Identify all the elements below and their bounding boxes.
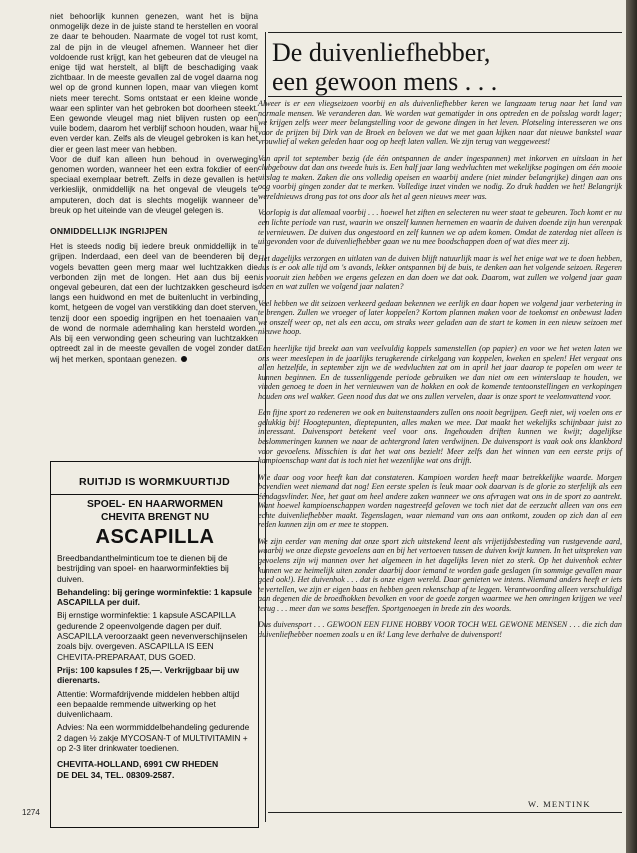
article-paragraph: Dus duivensport . . . GEWOON EEN FIJNE HOBBY VOOR TOCH WEL GEWONE MENSEN . . . die zich dan duivenliefhebber noemen zoals u en ik! Lang leve derhalve de duivensport! — [258, 620, 622, 639]
paragraph: niet behoorlijk kunnen genezen, want het is bijna onmogelijk deze in de juiste stand te herstellen en vooral ze daar te behouden. Naarmate de vogel tot rust komt, zal de pijn in de vleugel afnemen. Wanneer het dier voldoende rust krijgt, kan het gebeuren dat de vleugel na enige tijd wat herstelt, al blijft de beschadiging vaak zichtbaar. In de meeste gevallen zal de vogel daarna nog wel op de grond kunnen lopen, maar van vliegen komt niets meer terecht. Soms ontstaat er een kleine wonde waar een splinter van het gebroken bot doorheen steekt. Een gewonde vleugel mag niet blijven rusten op een vuile bodem, daarom het verblijf schoon houden, waar hij even verder kan. Zelfs als de vleugel gebroken is kan het dier er geen last meer van hebben. — [50, 12, 258, 154]
article-title — [272, 38, 622, 96]
ad-paragraph: Behandeling: bij geringe worminfektie: 1 kapsule ASCAPILLA per duif. — [57, 586, 252, 608]
article-body — [258, 99, 622, 646]
left-column-text — [50, 12, 258, 365]
paragraph-text: Het is steeds nodig bij iedere breuk onmiddellijk in te grijpen. Inderdaad, een deel van de beenderen bij de vogels bevatten geen merg maar wel luchtzakken die verbonden zijn met de longen. Het aan dus bij een ongeval gebeuren, dat een der luchtzakken gescheurd is langs een huidwond en met de buitenlucht in verbinding komt, hetgeen de vogel van verstikking dan doet sterven, tenzij door een spoedig ingrijpen en het toenaaien van de wond de normale ademhaling kan hersteld worden. Als bij een verwonding geen scheuring van luchtzakken optreedt zal in de meeste gevallen de vogel zonder dat wij het merken, spontaan genezen. — [50, 242, 258, 364]
article-paragraph: Een fijne sport zo redeneren we ook en buitenstaanders zullen ons nooit begrijpen. Geeft niet, wij voelen ons er gelukkig bij! Hoogtepunten, dieptepunten, alles maken we mee. Dat maakt het wekelijks schijnbaar juist zo interessant. Duivensport betekent veel voor ons. Ingehouden driften kunnen we kwijt; dagelijkse beslommeringen kunnen we naar de achtergrond laten verdwijnen. De duivensport is vaak ook ons klankbord voor gevoelens. Misschien is dat het wat ons bezielt! Meer zelfs dan het winnen van een eerste prijs of kampioenschap want dat is toch niet het wezenlijke wat ons drijft. — [258, 408, 622, 466]
article-paragraph: Wie daar oog voor heeft kan dat constateren. Kampioen worden heeft maar betrekkelijke waarde. Morgen bovendien weet niemand dat nog! Een eerste spelen is leuk maar ook daarvan is de glorie zo sterfelijk als een ééndagsvlinder. Nee, het gaat om heel andere zaken wanneer we ons afvragen wat ons in de sport zo aantrekt. Want hoewel kampioenschappen worden nagestreefd geloven we toch niet dat de eerzucht alleen van ons een echte duivenliefhebber maakt. Tegenslagen, waar niemand van ons aan ontkomt, zouden op zich dan al een reden kunnen zijn om er mee te stoppen. — [258, 472, 622, 530]
page-edge-shadow — [626, 0, 637, 853]
ad-paragraph: Bij ernstige worminfektie: 1 kapsule ASCAPILLA gedurende 2 opeenvolgende dagen per duif. ASCAPILLA veroorzaakt geen nevenverschijnselen zoals bijv. overgeven. ASCAPILLA IS EEN CHEVITA-PREPARAAT, DUS GOED. — [57, 610, 248, 662]
ad-subtitle: CHEVITA BRENGT NU — [100, 511, 210, 523]
ad-paragraph: Breedbandanthelminticum toe te dienen bij de bestrijding van spoel- en haarworminfekties bij duiven. — [57, 553, 229, 584]
ad-address — [57, 759, 253, 781]
article-paragraph: Van april tot september bezig (de één ontspannen de ander ingespannen) met inkorven en uitslaan in het clubgebouw dat dan ons tweede huis is. Een half jaar lang wedvluchten met wekelijkse pogingen om één mooie uitslag te maken. Zaken die ons volledig opeisen en waarbij andere (niet minder belangrijke) dingen aan ons oog voorbij gingen zonder dat te merken. Volledige inzet vinden we nodig. Zo druk hadden we het! Belangrijk wereldnieuws drong pas tot ons door als het al geen nieuws meer was. — [258, 153, 622, 201]
title-rule — [268, 96, 622, 97]
article-title-line: De duivenliefhebber, — [272, 38, 491, 67]
article-paragraph: Alweer is er een vliegseizoen voorbij en als duivenliefhebber keren we langzaam terug naar het land van normale mensen. We veranderen dan. We worden wat gematigder in ons optreden en de polsslag wordt lager; we krijgen zelfs weer meer belangstelling voor de gewone dingen in het leven. Plotseling interesseren we ons voor de prijzen bij Dirk van de Broek en beloven we dat we met gaan kijken naar dat nieuwe bankstel waar vrouwlief al weken geleden haar oog op heeft laten vallen. We zijn terug van weggeweest! — [258, 99, 622, 147]
ad-address-line: DE DEL 34, TEL. 08309-2587. — [57, 770, 175, 781]
paragraph: Voor de duif kan alleen hun behoud in overweging genomen worden, wanneer het een extra fokdier of een speciaal exemplaar betreft. Zelfs in deze gevallen is het verkieslijk, onmiddellijk na het ongeval de vleugels te amputeren, doch dat is slechts mogelijk wanneer de breuk op het uiteinde van de vleugel gelegen is. — [50, 154, 258, 215]
ad-subtitle: SPOEL- EN HAARWORMEN — [87, 499, 223, 510]
end-bullet-icon — [181, 356, 187, 362]
ad-paragraph: Prijs: 100 kapsules f 25,—. Verkrijgbaar bij uw dierenarts. — [57, 664, 240, 686]
ad-address-line: CHEVITA-HOLLAND, 6991 CW RHEDEN — [57, 759, 219, 770]
article-paragraph: Voorlopig is dat allemaal voorbij . . . hoewel het ziften en selecteren nu weer staat te gebeuren. Toch komt er nu een lichte periode van rust, waarin we onszelf kunnen hernemen en waarin de duiven doende zijn hun verenpak te vernieuwen. De duiven dus ongestoord en zelf kunnen we op adem komen. Omdat de zaterdag niet alleen is uitgevonden voor de duivenliefhebber gaan we nu mee boodschappen doen of wat dies meer zij. — [258, 208, 622, 247]
article-title-line: een gewoon mens . . . — [272, 67, 498, 96]
paragraph — [50, 242, 258, 364]
author-signature: W. MENTINK — [528, 799, 591, 809]
ad-title: RUITIJD IS WORMKUURTIJD — [51, 466, 258, 495]
ad-paragraph: Attentie: Wormafdrijvende middelen hebben altijd een bepaalde remmende uitwerking op het duivenlichaam. — [57, 688, 240, 720]
ad-paragraph: Advies: Na een wormmiddelbehandeling gedurende 2 dagen ½ zakje MYCOSAN-T of MULTIVITAMIN + op 2-3 liter drinkwater toedienen. — [57, 722, 250, 754]
advertisement-box — [50, 461, 259, 828]
top-rule — [268, 32, 622, 33]
article-paragraph: Een heerlijke tijd breekt aan van veelvuldig koppels samenstellen (op papier) en voor we het weten laten we ons weer meeslepen in de jaarlijks terugkerende cirkelgang van koppelen, kweken en spelen! Het vergaat ons allen hetzelfde, in september zijn we de wedvluchten zat om in april het jaar daarop te popelen om weer te kunnen beginnen. En de tussenliggende periode gebruiken we dan niet om een winterslaap te houden, we vinden genoeg te doen in het vernieuwen van de hokken en ook de komende tentoonstellingen en verkopingen houden ons wel wakker. Geen nood dus dat we ons zullen vervelen, daar is onze sport te veelomvattend voor. — [258, 344, 622, 401]
article-paragraph: Het dagelijks verzorgen en uitlaten van de duiven blijft natuurlijk maar is wel het enige wat we te doen hebben, dus is er ook alle tijd om 's avonds, lekker ontspannen bij de buis, te denken aan het volgende seizoen. Regeren is vooruit zien hebben we ergens gelezen en dan doen we dat ook. Daarom, wat zullen we volgend jaar gaan doen en wat zullen we volgend jaar nalaten? — [258, 253, 622, 292]
article-paragraph: We zijn eerder van mening dat onze sport zich uitstekend leent als vrijetijdsbesteding van rustgevende aard, waarbij we onze diepste gevoelens aan en bij het vertoeven tussen de duiven kwijt kunnen. In het uitspreken van gevoelens zijn wij mannen over het algemeen in het dagelijks leven niet zo sterk. Op het duivenhok echter kunnen we ze heimelijk uiten zonder daarbij door iemand te worden gade geslagen (in sommige gevallen maar goed ook!). Het duivenhok . . . dat is onze eigen wereld. Daar genieten we intens. Niemand anders heeft er iets te vertellen, we zijn er eigen baas en hebben geen rekenschap af te leggen. Verantwoording alleen verschuldigd aan degenen die de broedhokken bevolken en voor de goede zorgen waarmee we hen omringen krijgen we veel terug . . . meer dan we soms beseffen. Sportgenoegen in brede zin des woords. — [258, 536, 622, 613]
article-paragraph: Veel hebben we dit seizoen verkeerd gedaan bekennen we eerlijk en daar hopen we volgend jaar verbetering in te brengen. Zullen we vroeger of later koppelen? Kortom plannen maken voor de toekomst en onbewust laden we onszelf weer op, net als een accu, om straks weer geladen aan de start te komen in een nieuw seizoen met nieuwe hoop. — [258, 298, 622, 337]
ad-brand: ASCAPILLA — [95, 526, 215, 548]
section-heading: ONMIDDELLIJK INGRIJPEN — [50, 226, 168, 237]
bottom-rule — [268, 812, 622, 813]
page-number: 1274 — [22, 808, 40, 817]
ad-body — [57, 553, 253, 753]
